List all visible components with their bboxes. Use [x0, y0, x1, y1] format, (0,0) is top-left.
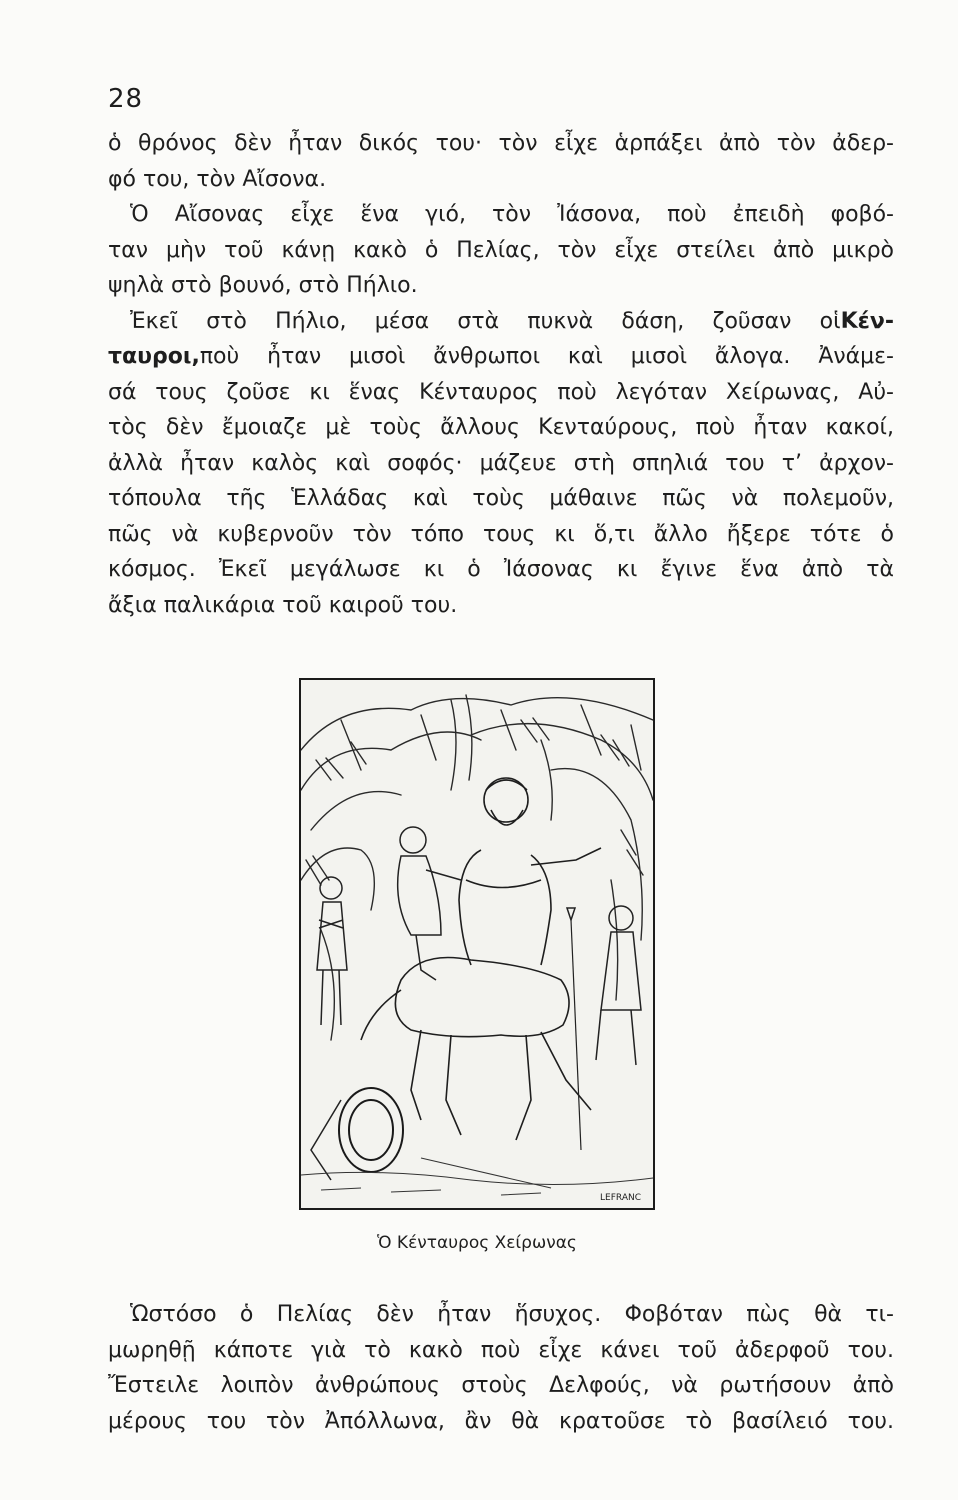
text-line: ταν μὴν τοῦ κάνῃ κακὸ ὁ Πελίας, τὸν εἶχε στείλει ἀπὸ μικρὸ: [108, 237, 894, 263]
text-line: [108, 304, 894, 340]
bold-term: Κέν-: [840, 308, 894, 334]
artist-signature: LEFRANC: [600, 1193, 641, 1203]
text-line: ὁ θρόνος δὲν ἦταν δικός του· τὸν εἶχε ἁρπάξει ἀπὸ τὸν ἀδερ-: [108, 131, 894, 156]
body-text-bottom: [108, 1297, 894, 1439]
text-fragment: Ἐκεῖ στὸ Πήλιο, μέσα στὰ πυκνὰ δάση, ζοῦσαν οἱ: [130, 308, 841, 334]
text-line: μωρηθῇ κάποτε γιὰ τὸ κακὸ ποὺ εἶχε κάνει τοῦ ἀδερφοῦ του.: [108, 1337, 894, 1363]
illustration-centaur-chiron: [299, 678, 655, 1210]
text-line: [108, 339, 894, 375]
text-line: κόσμος. Ἐκεῖ μεγάλωσε κι ὁ Ἰάσονας κι ἔγινε ἕνα ἀπὸ τὰ: [108, 557, 894, 582]
text-line: μέρους του τὸν Ἀπόλλωνα, ἂν θὰ κρατοῦσε τὸ βασίλειό του.: [108, 1408, 894, 1434]
text-line: ἀλλὰ ἦταν καλὸς καὶ σοφός· μάζευε στὴ σπηλιά του τ’ ἀρχον-: [108, 450, 894, 476]
body-text-top: [108, 126, 894, 623]
text-line: πῶς νὰ κυβερνοῦν τὸν τόπο τους κι ὅ,τι ἄλλο ἤξερε τότε ὁ: [108, 521, 894, 547]
bold-term: ταυροι,: [108, 344, 200, 369]
text-line: Ἔστειλε λοιπὸν ἀνθρώπους στοὺς Δελφούς, νὰ ρωτήσουν ἀπὸ: [108, 1373, 894, 1398]
text-line: τὸς δὲν ἔμοιαζε μὲ τοὺς ἄλλους Κενταύρους, ποὺ ἦταν κακοί,: [108, 415, 894, 440]
text-fragment: ποὺ ἦταν μισοὶ ἄνθρωποι καὶ μισοὶ ἄλογα. Ἀνάμε-: [199, 344, 894, 369]
text-line: φό του, τὸν Αἴσονα.: [108, 166, 327, 192]
engraving-drawing: [301, 680, 653, 1208]
text-line: Ὡστόσο ὁ Πελίας δὲν ἦταν ἥσυχος. Φοβόταν πὼς θὰ τι-: [130, 1302, 894, 1327]
text-line: τόπουλα τῆς Ἑλλάδας καὶ τοὺς μάθαινε πῶς νὰ πολεμοῦν,: [108, 486, 894, 511]
page-number: 28: [108, 84, 144, 114]
text-line: σά τους ζοῦσε κι ἕνας Κένταυρος ποὺ λεγόταν Χείρωνας, Αὐ-: [108, 379, 894, 405]
text-line: ἄξια παλικάρια τοῦ καιροῦ του.: [108, 592, 458, 618]
illustration-caption: Ὁ Κένταυρος Χείρωνας: [377, 1233, 577, 1253]
text-line: ψηλὰ στὸ βουνό, στὸ Πήλιο.: [108, 273, 418, 298]
text-line: Ὁ Αἴσονας εἶχε ἕνα γιό, τὸν Ἰάσονα, ποὺ ἐπειδὴ φοβό-: [130, 202, 894, 227]
